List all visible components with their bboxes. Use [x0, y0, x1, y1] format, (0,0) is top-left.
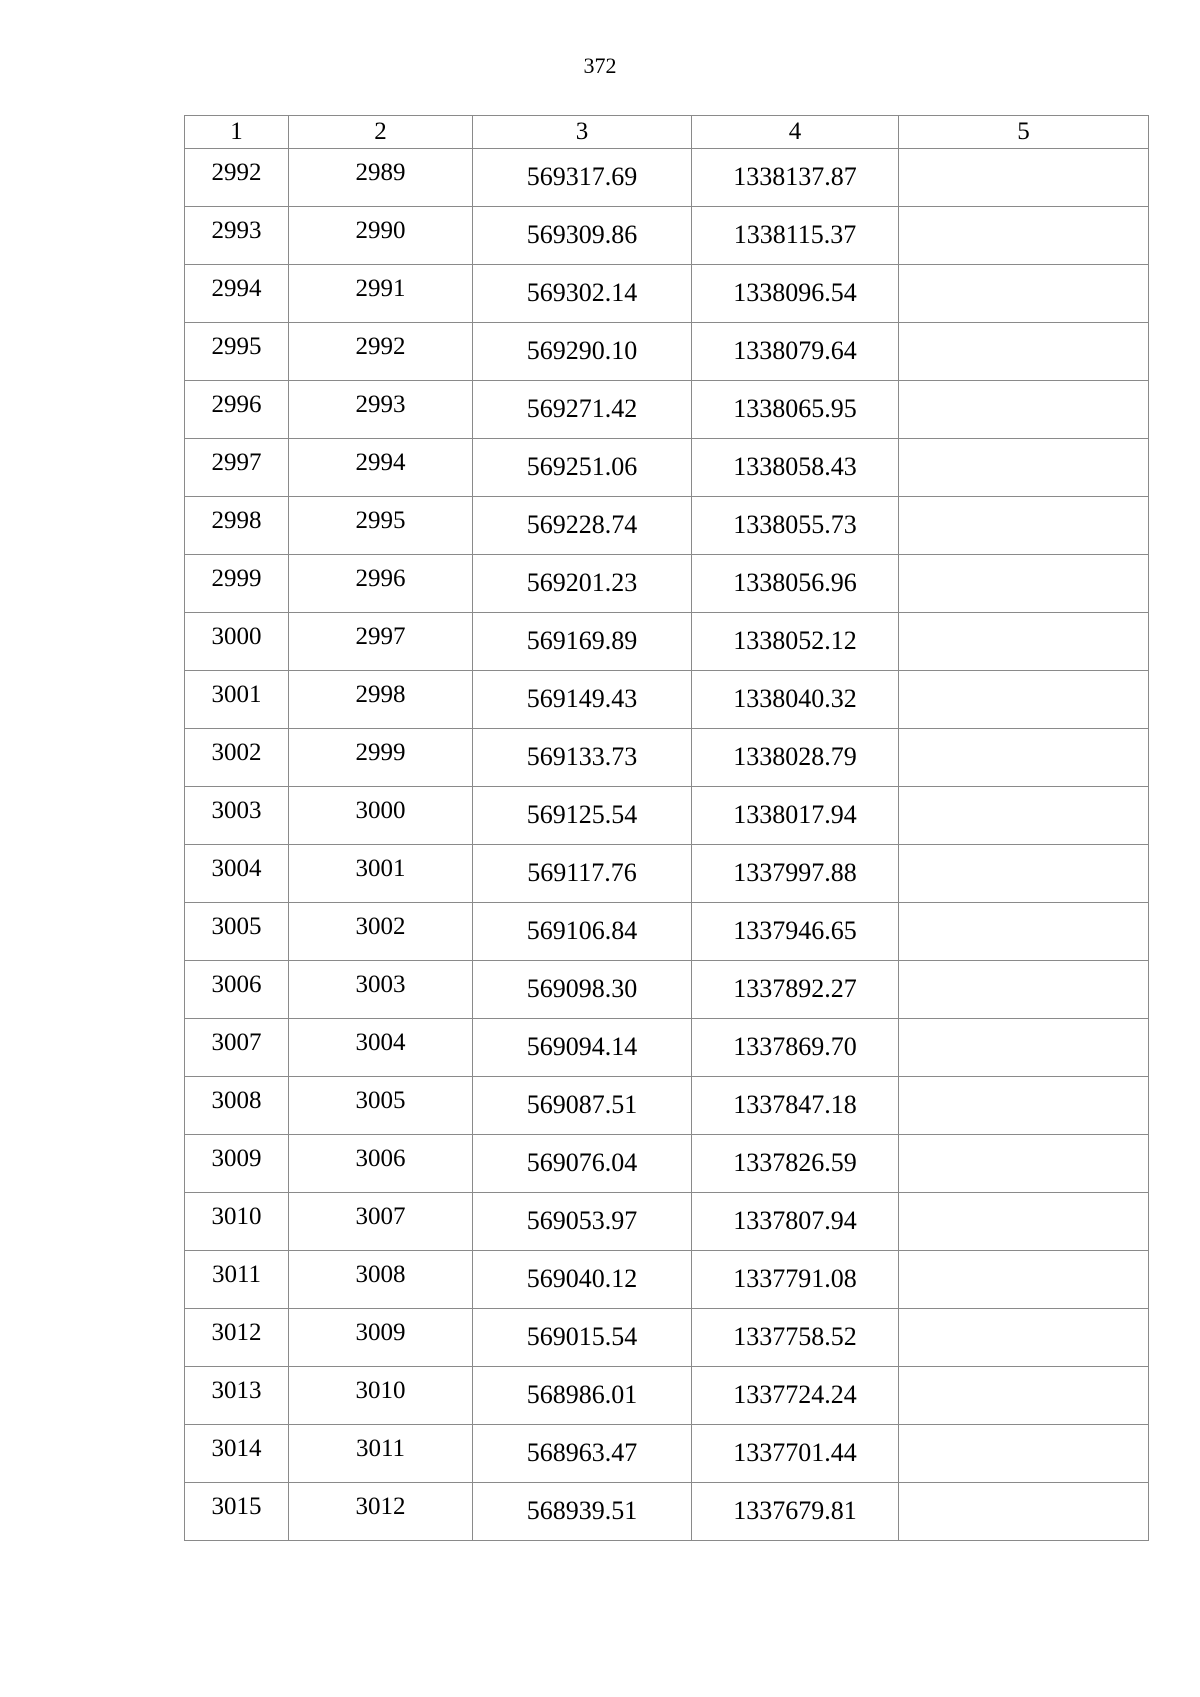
- cell-point-number: 2995: [185, 323, 289, 381]
- cell-ref-number: 3003: [289, 961, 473, 1019]
- cell-coordinate-x: 568986.01: [473, 1367, 692, 1425]
- cell-coordinate-y: 1337946.65: [692, 903, 899, 961]
- cell-ref-number: 2997: [289, 613, 473, 671]
- cell-coordinate-x: 568963.47: [473, 1425, 692, 1483]
- cell-note: [899, 613, 1149, 671]
- cell-ref-number: 2990: [289, 207, 473, 265]
- cell-ref-number: 2991: [289, 265, 473, 323]
- table-row: [185, 1367, 1149, 1425]
- table-row: [185, 961, 1149, 1019]
- cell-point-number: 3002: [185, 729, 289, 787]
- column-header-5: 5: [899, 116, 1149, 149]
- table-row: [185, 1309, 1149, 1367]
- cell-coordinate-y: 1338096.54: [692, 265, 899, 323]
- cell-point-number: 2993: [185, 207, 289, 265]
- cell-note: [899, 1367, 1149, 1425]
- cell-coordinate-x: 569106.84: [473, 903, 692, 961]
- cell-ref-number: 3006: [289, 1135, 473, 1193]
- cell-coordinate-y: 1337997.88: [692, 845, 899, 903]
- table-row: [185, 1019, 1149, 1077]
- cell-coordinate-y: 1337724.24: [692, 1367, 899, 1425]
- cell-ref-number: 2995: [289, 497, 473, 555]
- cell-note: [899, 497, 1149, 555]
- cell-note: [899, 845, 1149, 903]
- table-row: [185, 787, 1149, 845]
- cell-coordinate-y: 1338055.73: [692, 497, 899, 555]
- cell-coordinate-x: 569133.73: [473, 729, 692, 787]
- cell-coordinate-x: 569087.51: [473, 1077, 692, 1135]
- column-header-2: 2: [289, 116, 473, 149]
- cell-point-number: 3004: [185, 845, 289, 903]
- cell-coordinate-y: 1337791.08: [692, 1251, 899, 1309]
- table-row: [185, 671, 1149, 729]
- cell-point-number: 2997: [185, 439, 289, 497]
- cell-ref-number: 3005: [289, 1077, 473, 1135]
- cell-point-number: 3005: [185, 903, 289, 961]
- cell-coordinate-y: 1338028.79: [692, 729, 899, 787]
- cell-coordinate-y: 1337847.18: [692, 1077, 899, 1135]
- cell-ref-number: 2993: [289, 381, 473, 439]
- cell-note: [899, 555, 1149, 613]
- cell-point-number: 3011: [185, 1251, 289, 1309]
- cell-note: [899, 207, 1149, 265]
- cell-point-number: 2996: [185, 381, 289, 439]
- table-header-row: [185, 116, 1149, 149]
- cell-note: [899, 961, 1149, 1019]
- cell-coordinate-x: 569015.54: [473, 1309, 692, 1367]
- cell-coordinate-x: 569117.76: [473, 845, 692, 903]
- cell-ref-number: 2996: [289, 555, 473, 613]
- cell-note: [899, 1077, 1149, 1135]
- cell-coordinate-y: 1338052.12: [692, 613, 899, 671]
- cell-point-number: 3015: [185, 1483, 289, 1541]
- cell-ref-number: 2999: [289, 729, 473, 787]
- table-row: [185, 555, 1149, 613]
- table-row: [185, 439, 1149, 497]
- cell-note: [899, 671, 1149, 729]
- cell-note: [899, 323, 1149, 381]
- cell-coordinate-x: 569228.74: [473, 497, 692, 555]
- cell-coordinate-y: 1338079.64: [692, 323, 899, 381]
- cell-point-number: 3009: [185, 1135, 289, 1193]
- cell-ref-number: 2989: [289, 149, 473, 207]
- cell-point-number: 3013: [185, 1367, 289, 1425]
- cell-coordinate-y: 1337758.52: [692, 1309, 899, 1367]
- cell-coordinate-y: 1338058.43: [692, 439, 899, 497]
- cell-coordinate-x: 569076.04: [473, 1135, 692, 1193]
- cell-note: [899, 787, 1149, 845]
- cell-coordinate-y: 1337826.59: [692, 1135, 899, 1193]
- cell-ref-number: 2994: [289, 439, 473, 497]
- cell-coordinate-y: 1337807.94: [692, 1193, 899, 1251]
- cell-note: [899, 1135, 1149, 1193]
- cell-point-number: 2992: [185, 149, 289, 207]
- table-row: [185, 729, 1149, 787]
- cell-coordinate-x: 569040.12: [473, 1251, 692, 1309]
- cell-coordinate-y: 1338017.94: [692, 787, 899, 845]
- cell-ref-number: 3009: [289, 1309, 473, 1367]
- cell-point-number: 3007: [185, 1019, 289, 1077]
- cell-coordinate-x: 569169.89: [473, 613, 692, 671]
- cell-coordinate-x: 569251.06: [473, 439, 692, 497]
- cell-coordinate-y: 1338115.37: [692, 207, 899, 265]
- cell-ref-number: 2992: [289, 323, 473, 381]
- cell-ref-number: 3000: [289, 787, 473, 845]
- table-row: [185, 265, 1149, 323]
- table-row: [185, 207, 1149, 265]
- cell-point-number: 2999: [185, 555, 289, 613]
- cell-coordinate-y: 1338137.87: [692, 149, 899, 207]
- table-row: [185, 381, 1149, 439]
- cell-ref-number: 3001: [289, 845, 473, 903]
- cell-coordinate-x: 569317.69: [473, 149, 692, 207]
- cell-point-number: 2998: [185, 497, 289, 555]
- cell-point-number: 3006: [185, 961, 289, 1019]
- column-header-3: 3: [473, 116, 692, 149]
- table-row: [185, 1251, 1149, 1309]
- cell-coordinate-y: 1337679.81: [692, 1483, 899, 1541]
- cell-coordinate-y: 1337869.70: [692, 1019, 899, 1077]
- table-row: [185, 1135, 1149, 1193]
- cell-note: [899, 1483, 1149, 1541]
- column-header-4: 4: [692, 116, 899, 149]
- cell-coordinate-y: 1337892.27: [692, 961, 899, 1019]
- table-row: [185, 903, 1149, 961]
- column-header-1: 1: [185, 116, 289, 149]
- cell-coordinate-x: 569053.97: [473, 1193, 692, 1251]
- cell-coordinate-x: 569201.23: [473, 555, 692, 613]
- cell-coordinate-x: 569098.30: [473, 961, 692, 1019]
- cell-ref-number: 3002: [289, 903, 473, 961]
- cell-coordinate-y: 1338040.32: [692, 671, 899, 729]
- cell-point-number: 2994: [185, 265, 289, 323]
- cell-note: [899, 1193, 1149, 1251]
- cell-ref-number: 3010: [289, 1367, 473, 1425]
- cell-coordinate-x: 569125.54: [473, 787, 692, 845]
- cell-note: [899, 729, 1149, 787]
- cell-note: [899, 1425, 1149, 1483]
- cell-ref-number: 3007: [289, 1193, 473, 1251]
- cell-ref-number: 3008: [289, 1251, 473, 1309]
- coordinate-table: [184, 115, 1149, 1541]
- table-row: [185, 323, 1149, 381]
- cell-note: [899, 381, 1149, 439]
- table-row: [185, 1077, 1149, 1135]
- cell-note: [899, 439, 1149, 497]
- cell-coordinate-x: 569290.10: [473, 323, 692, 381]
- table-row: [185, 1193, 1149, 1251]
- cell-ref-number: 2998: [289, 671, 473, 729]
- cell-point-number: 3008: [185, 1077, 289, 1135]
- cell-note: [899, 1309, 1149, 1367]
- cell-ref-number: 3004: [289, 1019, 473, 1077]
- cell-point-number: 3014: [185, 1425, 289, 1483]
- cell-coordinate-y: 1338056.96: [692, 555, 899, 613]
- cell-point-number: 3012: [185, 1309, 289, 1367]
- cell-note: [899, 1251, 1149, 1309]
- cell-note: [899, 903, 1149, 961]
- table-row: [185, 613, 1149, 671]
- table-body: [185, 149, 1149, 1541]
- table-row: [185, 845, 1149, 903]
- cell-coordinate-x: 568939.51: [473, 1483, 692, 1541]
- cell-point-number: 3003: [185, 787, 289, 845]
- cell-coordinate-x: 569149.43: [473, 671, 692, 729]
- cell-coordinate-x: 569302.14: [473, 265, 692, 323]
- table-row: [185, 1425, 1149, 1483]
- cell-coordinate-y: 1338065.95: [692, 381, 899, 439]
- cell-coordinate-y: 1337701.44: [692, 1425, 899, 1483]
- table-row: [185, 149, 1149, 207]
- cell-point-number: 3010: [185, 1193, 289, 1251]
- cell-note: [899, 149, 1149, 207]
- cell-coordinate-x: 569271.42: [473, 381, 692, 439]
- cell-point-number: 3000: [185, 613, 289, 671]
- table-row: [185, 1483, 1149, 1541]
- cell-point-number: 3001: [185, 671, 289, 729]
- table-row: [185, 497, 1149, 555]
- page-number: 372: [583, 53, 617, 78]
- cell-coordinate-x: 569309.86: [473, 207, 692, 265]
- cell-note: [899, 265, 1149, 323]
- cell-coordinate-x: 569094.14: [473, 1019, 692, 1077]
- cell-ref-number: 3011: [289, 1425, 473, 1483]
- cell-ref-number: 3012: [289, 1483, 473, 1541]
- cell-note: [899, 1019, 1149, 1077]
